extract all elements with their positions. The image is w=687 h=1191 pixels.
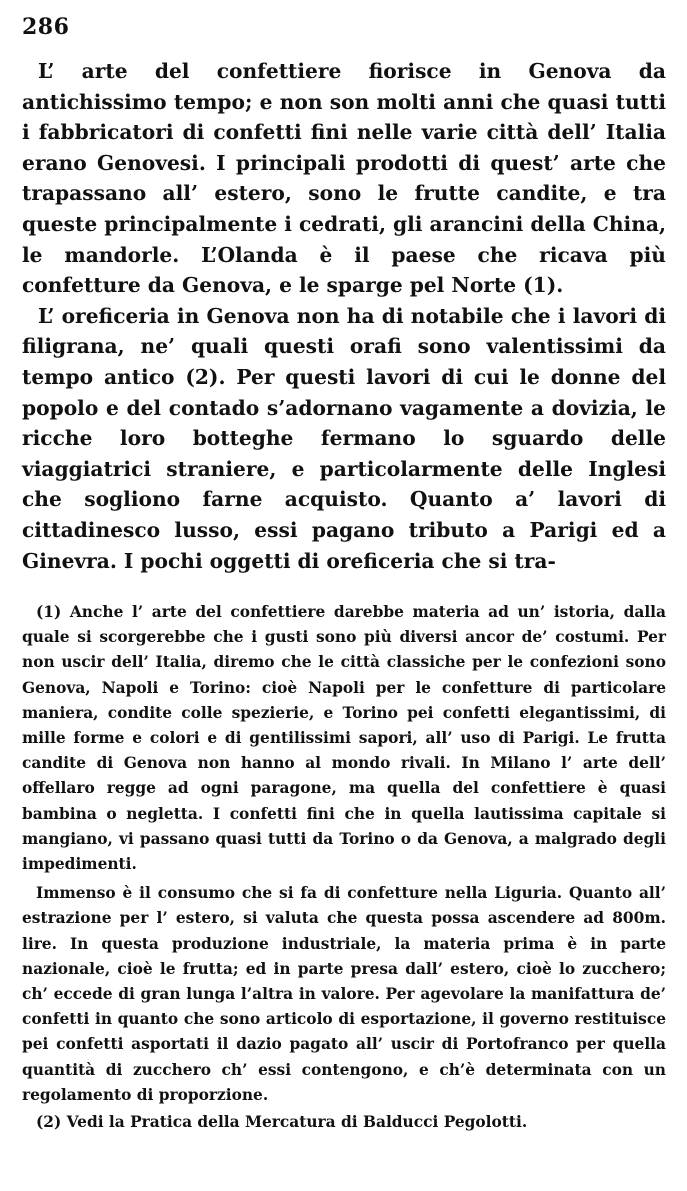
main-text — [22, 56, 666, 576]
footnote-1: (1) Anche l’ arte del confettiere darebbe materia ad un’ istoria, dalla quale si scorgerebbe che i gusti sono più diversi ancor de’ costumi. Per non uscir dell’ Italia, diremo che le città classiche per le confezioni sono Genova, Napoli e Torino: cioè Napoli per le confetture di particolare maniera, condite colle spezierie, e Torino pei confetti elegantissimi, di mille forme e colori e di gentilissimi sapori, all’ uso di Parigi. Le frutta candite di Genova non hanno al mondo rivali. In Milano l’ arte dell’ offellaro regge ad ogni paragone, ma quella del confettiere è quasi bambina o negletta. I confetti fini che in quella lautissima capitale si mangiano, vi passano quasi tutti da Torino o da Genova, a malgrado degli impedimenti. — [22, 603, 666, 874]
page-number: 286 — [22, 14, 70, 40]
paragraph-oreficeria: L’ oreficeria in Genova non ha di notabile che i lavori di filigrana, ne’ quali questi orafi sono valentissimi da tempo antico (2). Per questi lavori di cui le donne del popolo e del contado s’adornano vagamente a dovizia, le ricche loro botteghe fermano lo sguardo delle viaggiatrici straniere, e particolarmente delle Inglesi che sogliono farne acquisto. Quanto a’ lavori di cittadinesco lusso, essi pagano tributo a Parigi ed a Ginevra. I pochi oggetti di oreficeria che si tra- — [22, 303, 666, 573]
footnote-2: (2) Vedi la Pratica della Mercatura di Balducci Pegolotti. — [36, 1113, 528, 1132]
paragraph-confettiere: L’ arte del confettiere fiorisce in Genova da antichissimo tempo; e non son molti anni che quasi tutti i fabbricatori di confetti fini nelle varie città dell’ Italia erano Genovesi. I principali prodotti di quest’ arte che trapassano all’ estero, sono le frutte candite, e tra queste principalmente i cedrati, gli arancini della China, le mandorle. L’Olanda è il paese che ricava più confetture da Genova, e le sparge pel Norte (1). — [22, 59, 666, 298]
footnote-1-continuation: Immenso è il consumo che si fa di confetture nella Liguria. Quanto all’ estrazione per l’ estero, si valuta che questa possa ascendere ad 800m. lire. In questa produzione industriale, la materia prima è in parte nazionale, cioè le frutta; ed in parte presa dall’ estero, cioè lo zucchero; ch’ eccede di gran lunga l’altra in valore. Per agevolare la manifattura de’ confetti in quanto che sono articolo di esportazione, il governo restituisce pei confetti asportati il dazio pagato all’ uscir di Portofranco per quella quantità di zucchero ch’ essi contengono, e ch’è determinata con un regolamento di proporzione. — [22, 884, 666, 1104]
footnotes — [22, 600, 666, 1135]
